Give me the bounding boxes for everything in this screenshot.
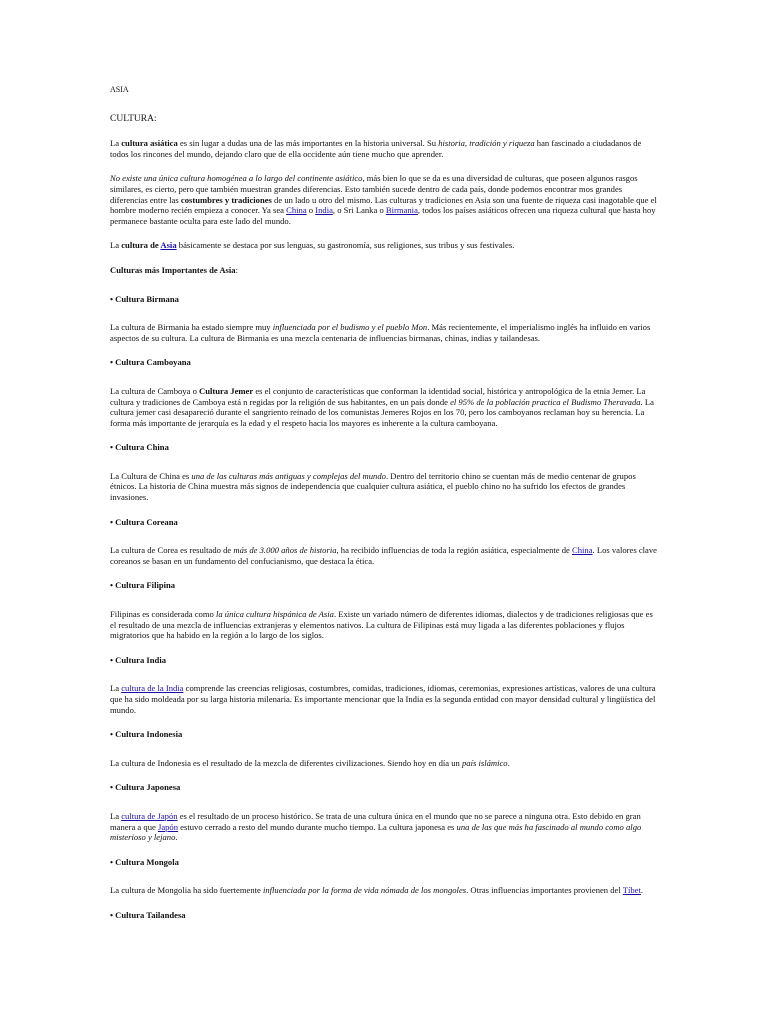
bold-text: Cultura Jemer: [199, 385, 254, 396]
text: La: [110, 240, 122, 251]
paragraph-china: [110, 471, 658, 503]
text: La cultura de Birmania ha estado siempre muy: [110, 322, 273, 333]
intro-paragraph-3: [110, 240, 658, 251]
heading-cultura-china: • Cultura China: [110, 442, 169, 453]
text: .: [507, 757, 510, 768]
italic-text: la única cultura hispánica de Asia: [215, 609, 334, 620]
italic-text: país islámico: [461, 757, 508, 768]
link-cultura-de-japon[interactable]: cultura de Japón: [121, 810, 178, 821]
paragraph-birmana: [110, 322, 658, 343]
paragraph-indonesia: [110, 758, 658, 769]
link-cultura-de-la-india[interactable]: cultura de la India: [121, 683, 184, 694]
text: básicamente se destaca por sus lenguas, su gastronomía, sus religiones, sus tribus y sus festivales.: [176, 240, 515, 251]
italic-text: más de 3.000 años de historia: [233, 545, 337, 556]
paragraph-japonesa: [110, 811, 658, 843]
text: comprende las creencias religiosas, costumbres, comidas, tradiciones, idiomas, ceremonias, expresiones artísticas, valores de una cultura que ha sido moldeada por su larga historia milenaria. Es importante mencionar que la India es la segunda entidad con mayor densidad cultural y lingüística del mundo.: [110, 683, 656, 715]
text: . Los valores clave coreanos se basan en un fundamento del confucianismo, que destaca la ética.: [110, 545, 657, 566]
heading-cultura-coreana: • Cultura Coreana: [110, 516, 178, 527]
text: , ha recibido influencias de toda la región asiática, especialmente de: [336, 545, 573, 556]
text: La Cultura de China es: [110, 470, 192, 481]
text: . Otras influencias importantes provienen del: [466, 885, 623, 896]
text: es sin lugar a dudas una de las más importantes en la historia universal. Su: [177, 138, 439, 149]
intro-paragraph-2: [110, 173, 658, 226]
text: de un lado u otro del mismo. Las culturas y tradiciones en Asia son una fuente de riqueza casi inagotable que el hombre moderno recién empieza a conocer. Ya sea: [110, 194, 657, 216]
heading-cultura-camboyana: • Cultura Camboyana: [110, 357, 191, 368]
text: estuvo cerrado a resto del mundo durante mucho tiempo. La cultura japonesa es: [178, 821, 457, 832]
text: es el resultado de un proceso histórico. Se trata de una cultura única en el mundo que no se parece a ninguna otra. Esto debido en gran manera a que: [110, 810, 641, 832]
text: La cultura de Corea es resultado de: [110, 545, 234, 556]
link-birmania[interactable]: Birmania: [385, 205, 418, 216]
link-india[interactable]: India: [315, 205, 333, 216]
text: o: [306, 205, 316, 216]
bold-text: cultura asiática: [121, 138, 178, 149]
text: La cultura de Indonesia es el resultado de la mezcla de diferentes civilizaciones. Siendo hoy en día un: [110, 757, 462, 768]
italic-text: el 95% de la población practica el Budismo Theravada: [450, 396, 641, 407]
text: La: [110, 810, 122, 821]
italic-text: historia, tradición y riqueza: [438, 138, 535, 149]
italic-text: una de las culturas más antiguas y complejas del mundo: [191, 470, 386, 481]
paragraph-filipina: [110, 609, 658, 641]
text: . Más recientemente, el imperialismo inglés ha influido en varios aspectos de su cultura. La cultura de Birmania es una mezcla centenaria de influencias birmanas, chinas, indias y tailandesas.: [110, 322, 651, 343]
text: . La cultura jemer casi desapareció durante el sangriento reinado de los comunistas Jemeres Rojos en los 70, pero los camboyanos reclaman hoy su herencia. La forma más importante de jerarquía es la edad y el respeto hacia los mayores es inherente a la cultura camboyana.: [110, 396, 654, 428]
text: . Dentro del territorio chino se cuentan más de medio centenar de grupos étnicos. La historia de China muestra más signos de independencia que cualquier cultura asiática, el pueblo chino no ha sufrido los efectos de grandes invasiones.: [110, 470, 636, 503]
italic-text: influenciada por la forma de vida nómada de los mongoles: [262, 885, 467, 896]
text: , o Sri Lanka o: [332, 205, 386, 216]
section-heading: [110, 265, 658, 276]
text: es el conjunto de características que conforman la identidad social, histórica y antropológica de la etnia Jemer. La cultura y tradiciones de Camboya está n regidas por la religión de sus habitantes, en un país donde: [110, 385, 646, 407]
text: .: [640, 885, 644, 896]
section-heading-text: Culturas más Importantes de Asia: [110, 264, 236, 275]
text: .: [175, 832, 178, 843]
link-china-coreana[interactable]: China: [572, 545, 593, 556]
link-china[interactable]: China: [286, 205, 307, 216]
paragraph-mongola: [110, 885, 658, 896]
doc-subtitle: CULTURA:: [110, 113, 157, 124]
document-body: [110, 85, 658, 939]
link-tibet[interactable]: Tíbet: [622, 885, 641, 896]
text: La: [110, 683, 122, 694]
paragraph-camboyana: [110, 386, 658, 428]
heading-cultura-india: • Cultura India: [110, 654, 167, 665]
text: han fascinado a ciudadanos de todos los rincones del mundo, dejando claro que de ella occidente aún tiene mucho que aprender.: [110, 138, 642, 159]
heading-cultura-filipina: • Cultura Filipina: [110, 580, 176, 591]
text: . Existe un variado número de diferentes idiomas, dialectos y de tradiciones religiosas que es el resultado de una mezcla de influencias extranjeras y elementos nativos. La cultura de Filipinas está muy ligada a las diferentes poblaciones y flujos migratorios que ha habido en la región a lo largo de los siglos.: [110, 609, 653, 641]
heading-cultura-tailandesa: • Cultura Tailandesa: [110, 909, 186, 920]
text: La: [110, 138, 122, 149]
link-japon[interactable]: Japón: [157, 821, 179, 832]
doc-title: ASIA: [110, 85, 129, 94]
heading-cultura-mongola: • Cultura Mongola: [110, 856, 179, 867]
heading-cultura-birmana: • Cultura Birmana: [110, 293, 179, 304]
italic-text: una de las que más ha fascinado al mundo como algo misterioso y lejano: [110, 821, 642, 843]
heading-cultura-indonesia: • Cultura Indonesia: [110, 729, 183, 740]
text: La cultura de Camboya o: [110, 385, 200, 396]
paragraph-coreana: [110, 545, 658, 566]
paragraph-india: [110, 683, 658, 715]
link-asia[interactable]: Asia: [160, 240, 177, 251]
italic-text: influenciada por el budismo y el pueblo Mon: [272, 322, 428, 333]
intro-paragraph-1: [110, 138, 658, 159]
section-heading-colon: :: [235, 264, 238, 275]
text: , más bien lo que se da es una diversidad de culturas, que poseen algunos rasgos similares, es cierto, pero que también muestran grandes diferencias. Esto también sucede dentro de cada país, donde podemos encontrar mos grandes diferencias entre las: [110, 173, 638, 205]
text: , todos los países asiáticos ofrecen una riqueza cultural que hasta hoy permanece bastante oculta para este lado del mundo.: [110, 205, 656, 226]
bold-text: costumbres y tradiciones: [180, 194, 272, 205]
heading-cultura-japonesa: • Cultura Japonesa: [110, 782, 181, 793]
italic-text: No existe una única cultura homogénea a lo largo del continente asiático: [110, 173, 363, 184]
text: La cultura de Mongolia ha sido fuertemente: [110, 885, 263, 896]
bold-text: cultura de: [121, 240, 161, 251]
text: Filipinas es considerada como: [110, 609, 216, 620]
